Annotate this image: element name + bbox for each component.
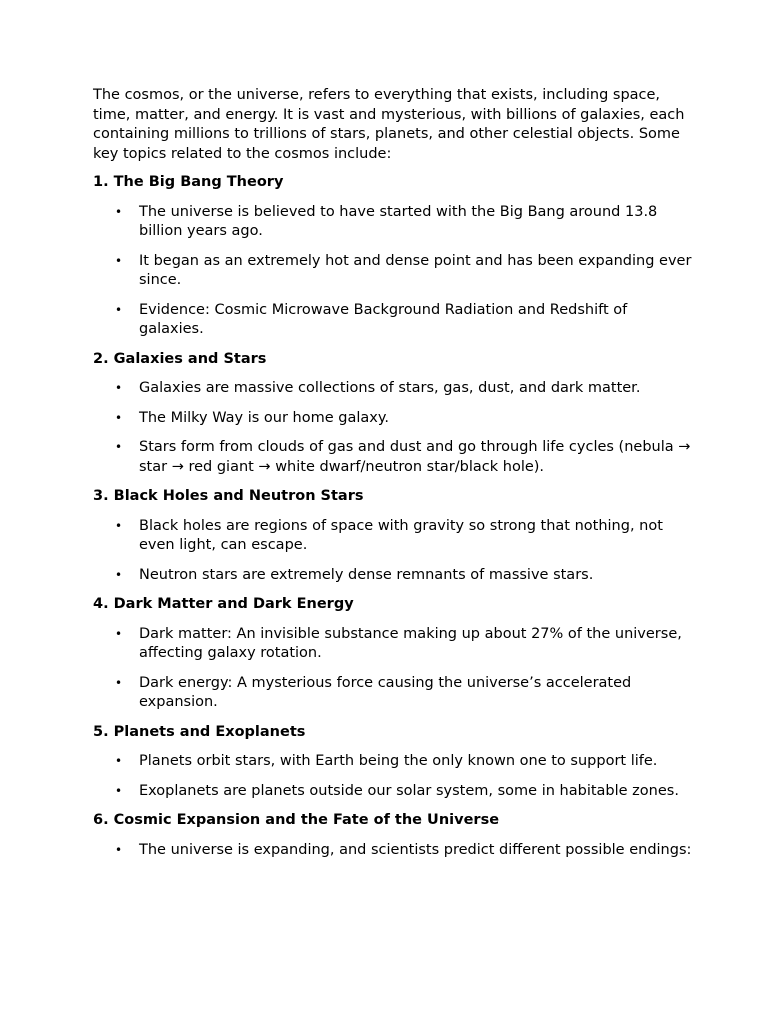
bullet-icon: • (115, 381, 123, 395)
document-page (93, 86, 693, 870)
bullet-text: Galaxies are massive collections of stars, gas, dust, and dark matter. (139, 380, 641, 396)
bullet-item (93, 252, 693, 291)
section (93, 173, 693, 340)
intro-paragraph: The cosmos, or the universe, refers to everything that exists, including space, time, matter, and energy. It is vast and mysterious, with billions of galaxies, each containing millions to trillions of stars, planets, and other celestial objects. Some key topics related to the cosmos include: (93, 87, 685, 162)
bullet-list (93, 379, 693, 477)
section-heading: 4. Dark Matter and Dark Energy (93, 596, 354, 612)
section (93, 487, 693, 585)
bullet-item (93, 782, 693, 802)
bullet-text: Black holes are regions of space with gravity so strong that nothing, not even light, can escape. (139, 517, 663, 553)
bullet-text: Dark matter: An invisible substance making up about 27% of the universe, affecting galaxy rotation. (139, 625, 682, 661)
bullet-icon: • (115, 410, 123, 425)
section-heading: 5. Planets and Exoplanets (93, 723, 306, 740)
bullet-text: The Milky Way is our home galaxy. (139, 409, 389, 426)
bullet-list (93, 517, 693, 586)
section-heading: 3. Black Holes and Neutron Stars (93, 488, 364, 504)
bullet-text: Dark energy: A mysterious force causing the universe’s accelerated expansion. (139, 674, 632, 710)
bullet-list (93, 752, 693, 801)
section-heading: 6. Cosmic Expansion and the Fate of the Universe (93, 812, 500, 828)
bullet-icon: • (115, 675, 123, 690)
bullet-icon: • (115, 754, 123, 768)
bullet-item (93, 517, 693, 556)
bullet-item (93, 625, 693, 664)
bullet-icon: • (115, 253, 123, 268)
bullet-text: Planets orbit stars, with Earth being the only known one to support life. (139, 753, 658, 769)
bullet-icon: • (115, 440, 123, 454)
bullet-item (93, 674, 693, 713)
bullet-text: Neutron stars are extremely dense remnants of massive stars. (139, 566, 594, 583)
bullet-item (93, 301, 693, 340)
bullet-item (93, 379, 693, 399)
section-heading: 1. The Big Bang Theory (93, 174, 284, 190)
bullet-icon: • (115, 567, 123, 582)
bullet-icon: • (115, 842, 123, 857)
bullet-icon: • (115, 626, 123, 641)
bullet-icon: • (115, 302, 123, 317)
bullet-item (93, 752, 693, 772)
bullet-item (93, 438, 693, 477)
bullet-list (93, 203, 693, 340)
section (93, 350, 693, 478)
bullet-text: The universe is believed to have started with the Big Bang around 13.8 billion years ago. (139, 203, 658, 239)
bullet-item (93, 841, 693, 861)
section-heading: 2. Galaxies and Stars (93, 350, 267, 367)
bullet-item (93, 203, 693, 242)
bullet-text: The universe is expanding, and scientists predict different possible endings: (139, 841, 692, 858)
bullet-text: Exoplanets are planets outside our solar system, some in habitable zones. (139, 782, 679, 799)
bullet-item (93, 566, 693, 586)
bullet-text: Evidence: Cosmic Microwave Background Radiation and Redshift of galaxies. (139, 301, 628, 337)
bullet-icon: • (115, 204, 123, 219)
section (93, 811, 693, 860)
bullet-item (93, 409, 693, 429)
bullet-icon: • (115, 783, 123, 798)
bullet-icon: • (115, 518, 123, 533)
section (93, 723, 693, 802)
bullet-text: It began as an extremely hot and dense point and has been expanding ever since. (139, 252, 692, 288)
bullet-list (93, 841, 693, 861)
bullet-list (93, 625, 693, 713)
section (93, 595, 693, 713)
bullet-text: Stars form from clouds of gas and dust and go through life cycles (nebula → star → red giant → white dwarf/neutron star/black hole). (139, 439, 691, 475)
